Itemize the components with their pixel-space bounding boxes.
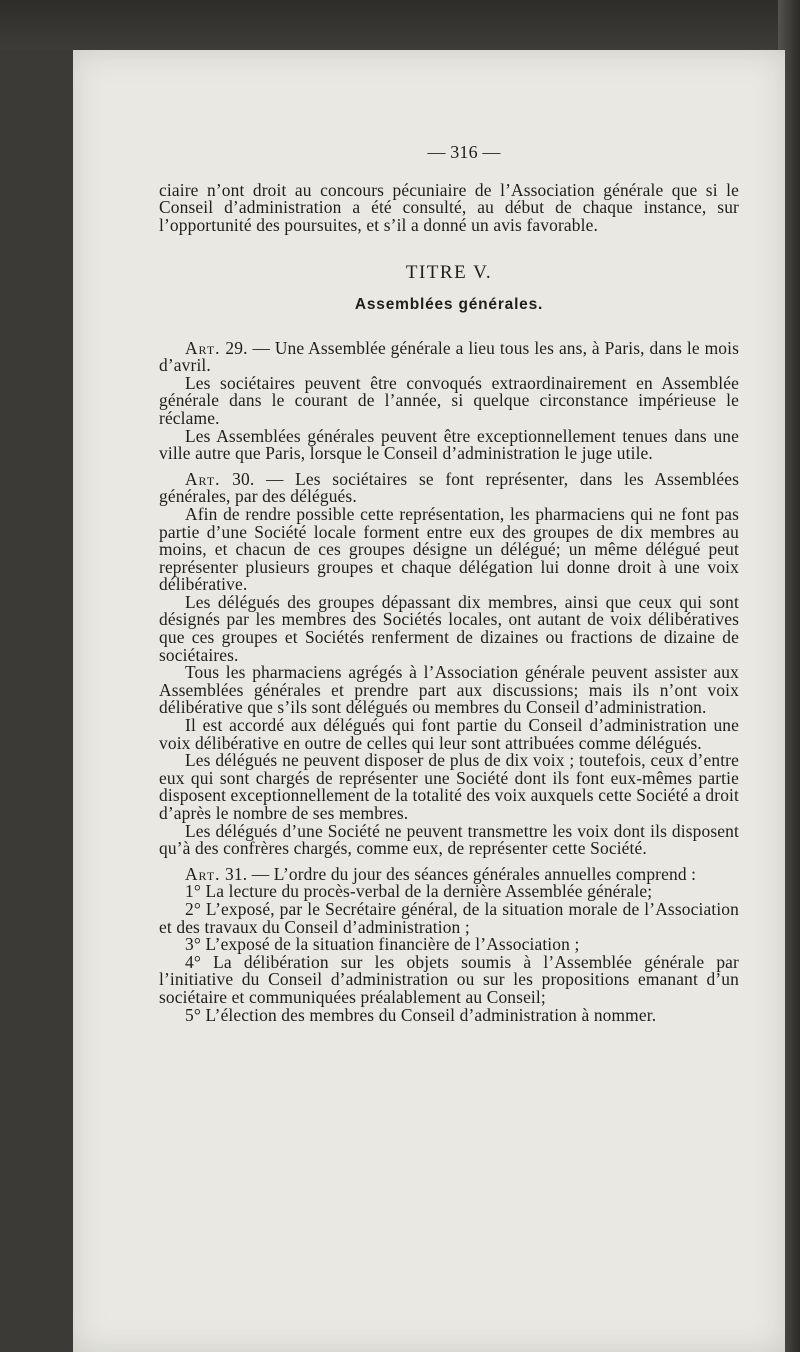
page-number: — 316 — — [427, 142, 501, 162]
page-content — [159, 144, 739, 1024]
article-heading — [159, 337, 739, 376]
article-number: 30. — [232, 468, 255, 489]
article-label: Art. — [185, 337, 221, 358]
article-label: Art. — [185, 468, 221, 489]
agenda-item: 2° L’exposé, par le Secrétaire général, de la situation morale de l’Association et des travaux du Conseil d’administration ; — [159, 898, 739, 937]
scan-background-top — [0, 0, 800, 50]
article-paragraph: Les délégués d’une Société ne peuvent transmettre les voix dont ils disposent qu’à des confrères chargés, comme eux, de représenter cette Société. — [159, 820, 739, 859]
article-number: 29. — [225, 337, 248, 358]
article-paragraph: Les délégués ne peuvent disposer de plus de dix voix ; toutefois, ceux d’entre eux qui sont chargés de représenter une Société dont ils font eux-mêmes partie disposent exceptionnellement de la totalité des voix auxquels cette Société a droit d’après le nombre de ses membres. — [159, 750, 739, 823]
article-31 — [159, 863, 739, 1025]
article-paragraph: Les Assemblées générales peuvent être exceptionnellement tenues dans une ville autre que Paris, lorsque le Conseil d’administration le juge utile. — [159, 425, 739, 464]
article-paragraph: Les sociétaires peuvent être convoqués extraordinairement en Assemblée générale dans le courant de l’année, si quelque circonstance impérieuse le réclame. — [159, 372, 739, 428]
article-30 — [159, 468, 739, 859]
agenda-item: 5° L’élection des membres du Conseil d’administration à nommer. — [185, 1004, 657, 1025]
article-paragraph: Il est accordé aux délégués qui font partie du Conseil d’administration une voix délibérative en outre de celles qui leur sont attribuées comme délégués. — [159, 715, 739, 753]
section-subtitle: Assemblées générales. — [354, 295, 544, 313]
article-29 — [159, 337, 739, 464]
intro-paragraph: ciaire n’ont droit au concours pécuniaire de l’Association générale que si le Conseil d’administration a été consulté, au début de chaque instance, sur l’opportunité des poursuites, et s’il a donné un avis favorable. — [159, 179, 739, 235]
book-page — [73, 50, 785, 1352]
article-label: Art. — [185, 863, 221, 884]
article-paragraph: Les délégués des groupes dépassant dix membres, ainsi que ceux qui sont désignés par les membres des Sociétés locales, ont autant de voix délibératives que ces groupes et Sociétés renferment de dizaines ou fractions de dizaine de sociétaires. — [159, 591, 739, 665]
article-lead: — Une Assemblée générale a lieu tous les ans, à Paris, dans le mois d’avril. — [159, 337, 739, 376]
agenda-item: 4° La délibération sur les objets soumis à l’Assemblée générale par l’initiative du Conseil d’administration ou sur les propositions emanant d’un sociétaire et communiquées préalablement au Conseil; — [159, 951, 739, 1007]
article-number: 31. — [225, 863, 248, 884]
article-heading — [159, 468, 739, 507]
section-title: TITRE V. — [405, 262, 493, 284]
article-paragraph: Tous les pharmaciens agrégés à l’Association générale peuvent assister aux Assemblées générales et prendre part aux discussions; mais ils n’ont voix délibérative que s’ils sont délégués ou membres du Conseil d’administration. — [159, 662, 739, 718]
article-lead: — Les sociétaires se font représenter, dans les Assemblées générales, par des délégués. — [159, 468, 739, 507]
agenda-item: 1° La lecture du procès-verbal de la dernière Assemblée générale; — [185, 881, 653, 902]
article-paragraph: Afin de rendre possible cette représentation, les pharmaciens qui ne font pas partie d’une Société locale forment entre eux des groupes de dix membres au moins, et chacun de ces groupes désigne un délégué; un même délégué peut représenter plusieurs groupes et chaque délégation lui donne droit à une voix délibérative. — [159, 503, 739, 595]
agenda-item: 3° L’exposé de la situation financière de l’Association ; — [185, 934, 580, 955]
article-lead: — L’ordre du jour des séances générales annuelles comprend : — [247, 863, 697, 884]
